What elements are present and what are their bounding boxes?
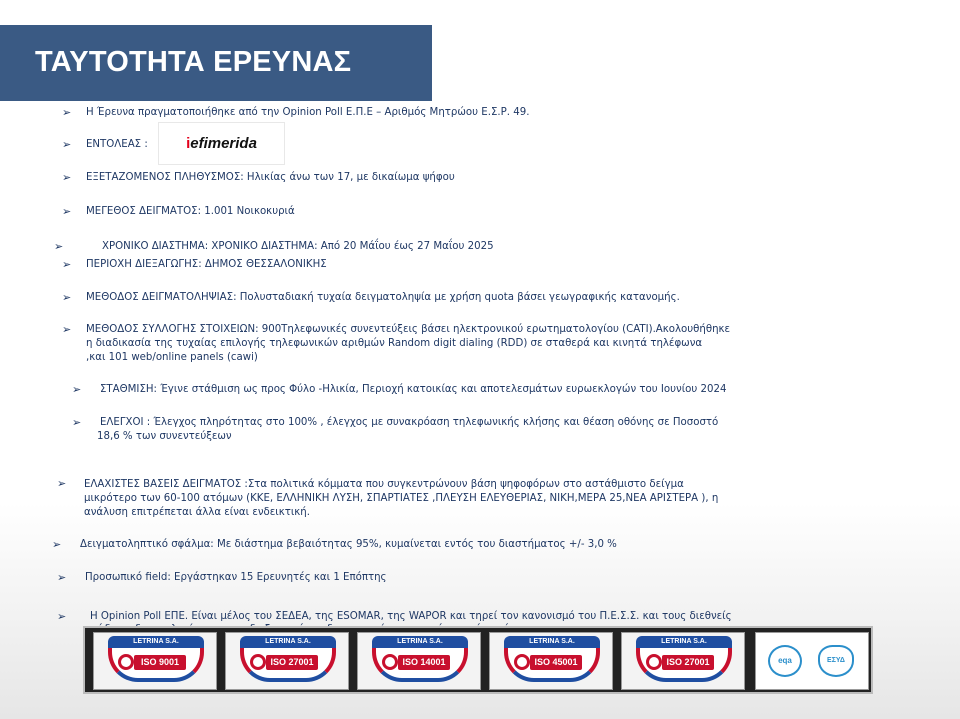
bullet-arrow-icon: ➢: [57, 571, 67, 584]
certificates-strip: [83, 626, 873, 694]
letrina-logo-icon: [382, 654, 398, 670]
item-controls-line2: 18,6 % των συνεντεύξεων: [97, 431, 232, 442]
page-title: ΤΑΥΤΟΤΗΤΑ ΕΡΕΥΝΑΣ: [35, 46, 352, 78]
bullet-arrow-icon: ➢: [62, 291, 72, 304]
eqa-logo-icon: eqa: [768, 645, 802, 677]
client-logo: i efimerida: [158, 122, 285, 165]
item-area: ΠΕΡΙΟΧΗ ΔΙΕΞΑΓΩΓΗΣ: ΔΗΜΟΣ ΘΕΣΣΑΛΟΝΙΚΗΣ: [86, 259, 327, 270]
bullet-arrow-icon: ➢: [62, 106, 72, 119]
certificate-iso-27001: LETRINA S.A. ISO 27001: [225, 632, 349, 690]
bullet-arrow-icon: ➢: [62, 258, 72, 271]
esyd-logo-icon: ΕΣΥΔ: [818, 645, 854, 677]
bullet-arrow-icon: ➢: [62, 323, 72, 336]
bullet-arrow-icon: ➢: [54, 240, 64, 253]
bullet-arrow-icon: ➢: [62, 171, 72, 184]
item-data-collection-line1: ΜΕΘΟΔΟΣ ΣΥΛΛΟΓΗΣ ΣΤΟΙΧΕΙΩΝ: 900Τηλεφωνικές συνεντεύξεις βάσει ηλεκτρονικού ερωτηματολογίου (CATI).Ακολουθήθηκε: [86, 324, 731, 335]
item-sampling-error: Δειγματοληπτικό σφάλμα: Με διάστημα βεβαιότητας 95%, κυμαίνεται εντός του διαστήματος +/- 3,0 %: [80, 539, 617, 550]
item-min-bases-line3: ανάλυση επιτρέπεται άλλα είναι ενδεικτική.: [84, 507, 311, 518]
item-min-bases-line2: μικρότερο των 60-100 ατόμων (ΚΚΕ, ΕΛΛΗΝΙΚΗ ΛΥΣΗ, ΣΠΑΡΤΙΑΤΕΣ ,ΠΛΕΥΣΗ ΕΛΕΥΘΕΡΙΑΣ, ΝΙΚΗ,ΜΕΡΑ 25,ΝΕΑ ΑΡΙΣΤΕΡΑ ), η: [84, 493, 719, 504]
certificate-iso-45001: LETRINA S.A. ISO 45001: [489, 632, 613, 690]
letrina-logo-icon: [514, 654, 530, 670]
bullet-arrow-icon: ➢: [57, 477, 67, 490]
item-sample-size: ΜΕΓΕΘΟΣ ΔΕΙΓΜΑΤΟΣ: 1.001 Νοικοκυριά: [86, 206, 295, 217]
item-time-period: ΧΡΟΝΙΚΟ ΔΙΑΣΤΗΜΑ: ΧΡΟΝΙΚΟ ΔΙΑΣΤΗΜΑ: Από 20 Μάΐου έως 27 Μαΐου 2025: [102, 241, 494, 252]
item-data-collection-line2: η διαδικασία της τυχαίας επιλογής τηλεφωνικών αριθμών Random digit dialing (RDD) σε σταθερά και κινητά τηλέφωνα: [86, 338, 703, 349]
bullet-arrow-icon: ➢: [52, 538, 62, 551]
item-field-staff: Προσωπικό field: Εργάστηκαν 15 Ερευνητές και 1 Επόπτης: [85, 572, 387, 583]
bullet-arrow-icon: ➢: [72, 383, 82, 396]
certificate-iso-14001: LETRINA S.A. ISO 14001: [357, 632, 481, 690]
bullet-arrow-icon: ➢: [62, 138, 72, 151]
bullet-arrow-icon: ➢: [72, 416, 82, 429]
item-controls-line1: ΕΛΕΓΧΟΙ : Έλεγχος πληρότητας στο 100% , έλεγχος με συνακρόαση τηλεφωνικής κλήσης και θέαση οθόνης σε Ποσοστό: [100, 417, 719, 428]
item-membership-line1: Η Opinion Poll ΕΠΕ. Είναι μέλος του ΣΕΔΕΑ, της ESOMAR, της WAPOR και τηρεί τον κανονισμό του Π.Ε.Σ.Σ. και τους διεθνείς: [90, 611, 732, 622]
item-client: ΕΝΤΟΛΕΑΣ :: [86, 139, 148, 150]
letrina-logo-icon: [118, 654, 134, 670]
item-survey-company: Η Έρευνα πραγματοποιήθηκε από την Opinion Poll Ε.Π.Ε – Αριθμός Μητρώου Ε.Σ.Ρ. 49.: [86, 107, 530, 118]
accreditation-logos: [755, 632, 869, 690]
letrina-logo-icon: [250, 654, 266, 670]
certificate-iso-27001-b: LETRINA S.A. ISO 27001: [621, 632, 745, 690]
item-data-collection-line3: ,και 101 web/online panels (cawi): [86, 352, 258, 363]
item-min-bases-line1: ΕΛΑΧΙΣΤΕΣ ΒΑΣΕΙΣ ΔΕΙΓΜΑΤΟΣ :Στα πολιτικά κόμματα που συγκεντρώνουν βάση ψηφοφόρων στο αστάθμιστο δείγμα: [84, 479, 684, 490]
bullet-arrow-icon: ➢: [57, 610, 67, 623]
certificate-iso-9001: LETRINA S.A. ISO 9001: [93, 632, 217, 690]
item-population: ΕΞΕΤΑΖΟΜΕΝΟΣ ΠΛΗΘΥΣΜΟΣ: Ηλικίας άνω των 17, με δικαίωμα ψήφου: [86, 172, 455, 183]
letrina-logo-icon: [646, 654, 662, 670]
bullet-arrow-icon: ➢: [62, 205, 72, 218]
item-weighting: ΣΤΑΘΜΙΣΗ: Έγινε στάθμιση ως προς Φύλο -Ηλικία, Περιοχή κατοικίας και αποτελεσμάτων ευρωεκλογών του Ιουνίου 2024: [100, 384, 727, 395]
item-sampling-method: ΜΕΘΟΔΟΣ ΔΕΙΓΜΑΤΟΛΗΨΙΑΣ: Πολυσταδιακή τυχαία δειγματοληψία με χρήση quota βάσει γεωγραφικής κατανομής.: [86, 292, 680, 303]
